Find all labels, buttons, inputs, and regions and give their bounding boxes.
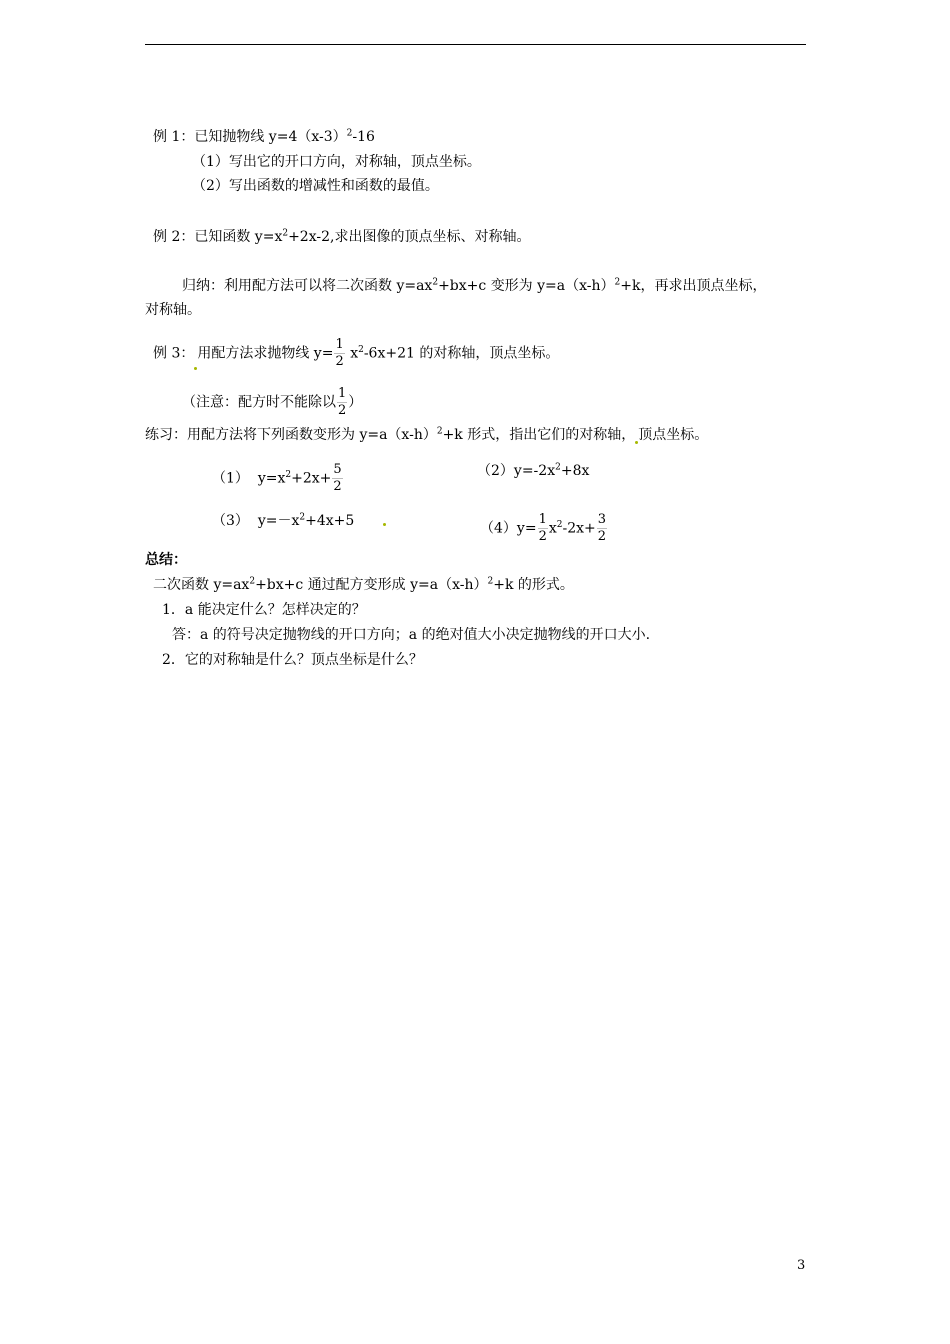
fraction: $\frac{1}{2}$ xyxy=(335,337,344,369)
fraction: $\frac{5}{2}$ xyxy=(333,462,342,494)
page-number: 3 xyxy=(797,1258,806,1273)
example3: 例 3： 用配方法求抛物线 y= $\frac{1}{2}$ $x^2-6x+21$ 的对称轴，顶点坐标。 xyxy=(153,337,560,369)
summary-question-1: 1．a 能决定什么？怎样决定的？ xyxy=(162,602,366,618)
practice-item-3: （3） $y=-x^2+4x+5$ xyxy=(212,512,355,529)
induction: 归纳：利用配方法可以将二次函数 $y=ax^2+bx+c$ 变形为 $y=a(x-h)^2+k$，再求出顶点坐标， xyxy=(182,277,767,294)
summary-heading: 总结： xyxy=(145,552,187,568)
induction-line-2: 对称轴。 xyxy=(145,302,201,318)
summary-line-1: 二次函数 $y=ax^2+bx+c$ 通过配方变形成 $y=a(x-h)^2+k$ 的形式。 xyxy=(153,576,574,593)
fraction: $\frac{1}{2}$ xyxy=(538,512,547,544)
marker-dot xyxy=(383,523,386,526)
practice-item-4: （4）y= $\frac{1}{2}$ $x^2-2x+$ $\frac{3}{2}$ xyxy=(480,512,607,544)
practice-item-2: $(2)y=-2x^2+8x$ xyxy=(477,462,590,479)
example3-note: （注意：配方时不能除以 $\frac{1}{2}$ ） xyxy=(182,386,363,418)
practice-instruction: 练习：用配方法将下列函数变形为 $y=a(x-h)^2+k$ 形式，指出它们的对称轴， 顶点坐标。 xyxy=(145,426,709,443)
summary-question-2: 2．它的对称轴是什么？顶点坐标是什么？ xyxy=(162,652,423,668)
example2: 例 2：已知函数 $y=x^2+2x-2$,求出图像的顶点坐标、对称轴。 xyxy=(153,228,531,245)
summary-answer-1: 答：a 的符号决定抛物线的开口方向；a 的绝对值大小决定抛物线的开口大小. xyxy=(172,627,651,643)
example1-title: 例 1：已知抛物线 $y=4(x-3)^2-16$ xyxy=(153,128,375,145)
fraction: $\frac{3}{2}$ xyxy=(597,512,607,544)
example1-question-2: （2）写出函数的增减性和函数的最值。 xyxy=(192,178,439,194)
header-rule xyxy=(145,44,806,45)
example1-question-1: （1）写出它的开口方向，对称轴，顶点坐标。 xyxy=(192,154,481,170)
marker-dot xyxy=(194,367,197,370)
fraction: $\frac{1}{2}$ xyxy=(338,386,347,418)
practice-item-1: （1） $y=x^2+2x+$ $\frac{5}{2}$ xyxy=(212,462,342,494)
